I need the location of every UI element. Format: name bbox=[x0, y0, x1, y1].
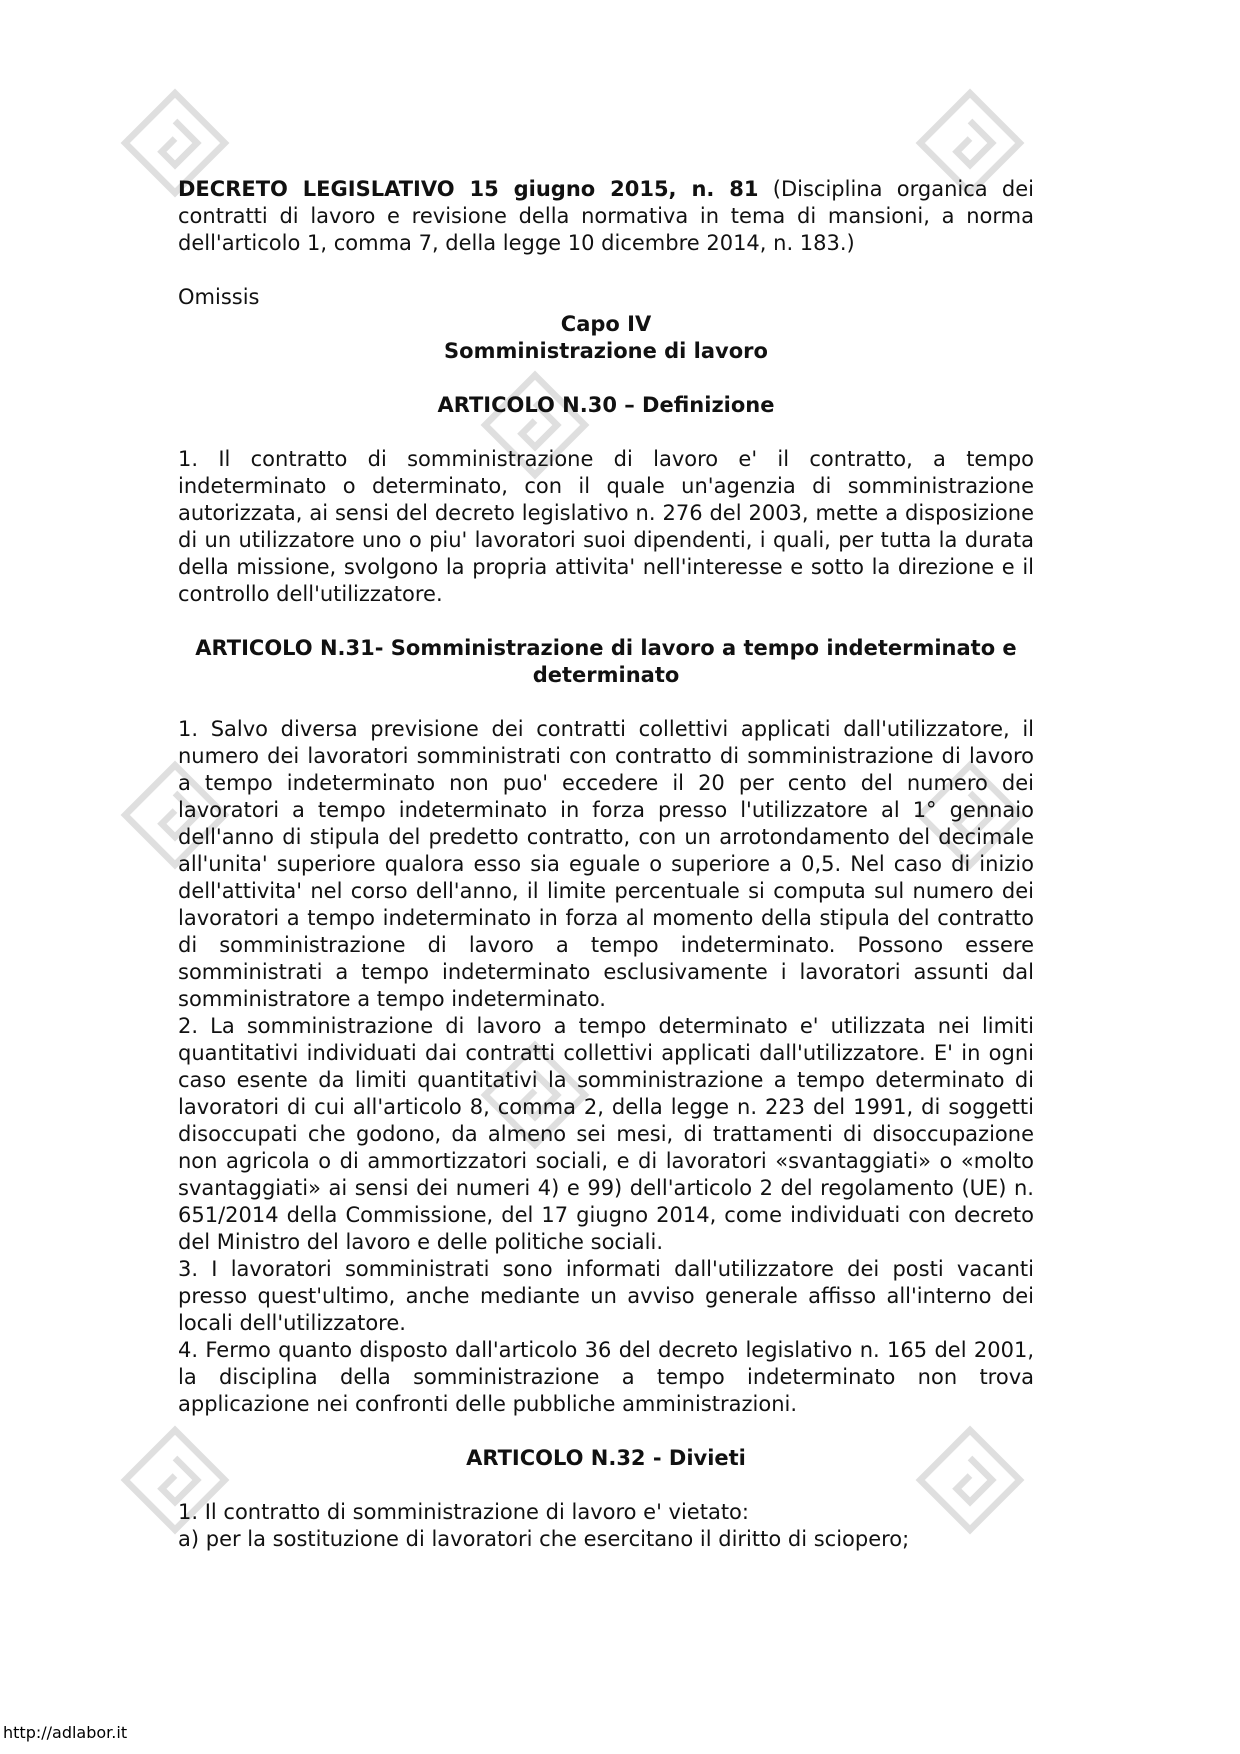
article-paragraph: 1. Il contratto di somministrazione di lavoro e' il contratto, a tempo indeterminato o determinato, con il quale un'agenzia di somministrazione autorizzata, ai sensi del decreto legislativo n. 276 del 2003, mette a disposizione di un utilizzatore uno o piu' lavoratori suoi dipendenti, i quali, per tutta la durata della missione, svolgono la propria attivita' nell'interesse e sotto la direzione e il controllo dell'utilizzatore. bbox=[178, 447, 1034, 606]
document-page bbox=[178, 176, 1034, 1553]
capo-title: Somministrazione di lavoro bbox=[444, 339, 768, 363]
article-paragraph: 4. Fermo quanto disposto dall'articolo 36 del decreto legislativo n. 165 del 2001, la disciplina della somministrazione a tempo indeterminato non trova applicazione nei confronti delle pubbliche amministrazioni. bbox=[178, 1338, 1034, 1416]
article-heading: ARTICOLO N.31- Somministrazione di lavoro a tempo indeterminato e determinato bbox=[195, 636, 1017, 687]
decree-title-rest: (Disciplina organica dei contratti di lavoro e revisione della normativa in tema di mansioni, a norma dell'articolo 1, comma 7, della legge 10 dicembre 2014, n. 183.) bbox=[178, 177, 1034, 255]
article-paragraph: 3. I lavoratori somministrati sono informati dall'utilizzatore dei posti vacanti presso quest'ultimo, anche mediante un avviso generale affisso all'interno dei locali dell'utilizzatore. bbox=[178, 1257, 1034, 1335]
article-heading: ARTICOLO N.32 - Divieti bbox=[466, 1446, 746, 1470]
article-heading: ARTICOLO N.30 – Definizione bbox=[437, 393, 775, 417]
decree-title bbox=[178, 176, 1034, 257]
article-paragraph: 1. Salvo diversa previsione dei contratti collettivi applicati dall'utilizzatore, il numero dei lavoratori somministrati con contratto di somministrazione di lavoro a tempo indeterminato non puo' eccedere il 20 per cento del numero dei lavoratori a tempo indeterminato in forza presso l'utilizzatore al 1° gennaio dell'anno di stipula del predetto contratto, con un arrotondamento del decimale all'unita' superiore qualora esso sia eguale o superiore a 0,5. Nel caso di inizio dell'attivita' nel corso dell'anno, il limite percentuale si computa sul numero dei lavoratori a tempo indeterminato in forza al momento della stipula del contratto di somministrazione di lavoro a tempo indeterminato. Possono essere somministrati a tempo indeterminato esclusivamente i lavoratori assunti dal somministratore a tempo indeterminato. bbox=[178, 717, 1034, 1011]
omissis-text: Omissis bbox=[178, 285, 260, 309]
article-paragraph: 2. La somministrazione di lavoro a tempo determinato e' utilizzata nei limiti quantitativi individuati dai contratti collettivi applicati dall'utilizzatore. E' in ogni caso esente da limiti quantitativi la somministrazione a tempo determinato di lavoratori di cui all'articolo 8, comma 2, della legge n. 223 del 1991, di soggetti disoccupati che godono, da almeno sei mesi, di trattamenti di disoccupazione non agricola o di ammortizzatori sociali, e di lavoratori «svantaggiati» o «molto svantaggiati» ai sensi dei numeri 4) e 99) dell'articolo 2 del regolamento (UE) n. 651/2014 della Commissione, del 17 giugno 2014, come individuati con decreto del Ministro del lavoro e delle politiche sociali. bbox=[178, 1014, 1034, 1254]
decree-title-lead: DECRETO LEGISLATIVO 15 giugno 2015, n. 81 bbox=[178, 177, 759, 201]
capo-number: Capo IV bbox=[560, 312, 652, 336]
footer-url-link[interactable]: http://adlabor.it bbox=[3, 1723, 128, 1742]
article-paragraph: a) per la sostituzione di lavoratori che esercitano il diritto di sciopero; bbox=[178, 1527, 910, 1551]
article-paragraph: 1. Il contratto di somministrazione di lavoro e' vietato: bbox=[178, 1500, 749, 1524]
